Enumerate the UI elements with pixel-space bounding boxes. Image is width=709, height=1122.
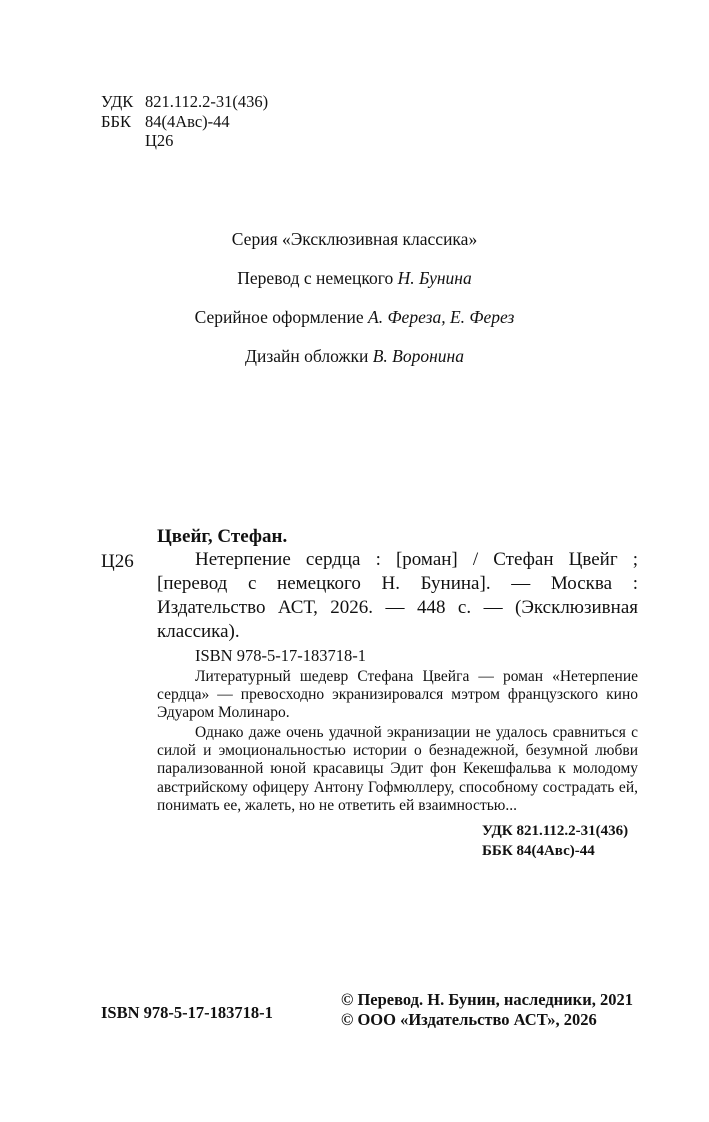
series-design-prefix: Серийное оформление (194, 307, 369, 327)
cover-designer: В. Воронина (372, 346, 464, 366)
bbk-value: 84(4Авс)-44 (145, 111, 230, 131)
udk-label: УДК (101, 92, 134, 111)
udk-row (101, 92, 268, 112)
annotation-paragraph-2: Однако даже очень удачной экранизации не удалось сравниться с силой и эмоциональностью истории о безнадежной, безумной любви парализованной юной красавицы Эдит фон Кекешфальва к молодому австрийскому офицеру Антону Гофмюллеру, способному сострадать ей, понимать ее, жалеть, но не ответить ей взаимностью... (157, 724, 638, 814)
cutter-row (101, 131, 268, 151)
catalog-isbn: ISBN 978-5-17-183718-1 (195, 646, 366, 665)
right-classification (482, 821, 628, 861)
bbk-label: ББК (101, 111, 131, 131)
catalog-description: Нетерпение сердца : [роман] / Стефан Цвейг ; [перевод с немецкого Н. Бунина]. — Москва : Издательство АСТ, 2026. — 448 с. — (Эксклюзивная классика). (157, 549, 638, 642)
translator-name: Н. Бунина (397, 268, 472, 288)
classification-codes (101, 92, 268, 151)
right-bbk: ББК 84(4Авс)-44 (482, 843, 595, 859)
cover-design-prefix: Дизайн обложки (245, 346, 373, 366)
translation-line (0, 268, 709, 289)
right-udk: УДК 821.112.2-31(436) (482, 823, 629, 839)
catalog-cutter: Ц26 (101, 551, 134, 572)
udk-value: 821.112.2-31(436) (145, 92, 269, 111)
catalog-author: Цвейг, Стефан. (157, 526, 288, 547)
series-design-line (0, 307, 709, 328)
series-line: Серия «Эксклюзивная классика» (231, 229, 478, 249)
cover-design-line (0, 346, 709, 367)
series-designers: А. Фереза, Е. Ферез (368, 307, 515, 327)
footer-isbn: ISBN 978-5-17-183718-1 (101, 1003, 273, 1022)
copyright-block (341, 990, 633, 1029)
bbk-row (101, 112, 268, 132)
copyright-translation: © Перевод. Н. Бунин, наследники, 2021 (341, 990, 633, 1009)
annotation-paragraph-1: Литературный шедевр Стефана Цвейга — роман «Нетерпение сердца» — превосходно экранизировался мэтром французского кино Эдуаром Молинаро. (157, 668, 638, 722)
translation-prefix: Перевод с немецкого (237, 268, 398, 288)
cutter-code: Ц26 (145, 131, 174, 150)
copyright-publisher: © ООО «Издательство АСТ», 2026 (341, 1009, 597, 1029)
